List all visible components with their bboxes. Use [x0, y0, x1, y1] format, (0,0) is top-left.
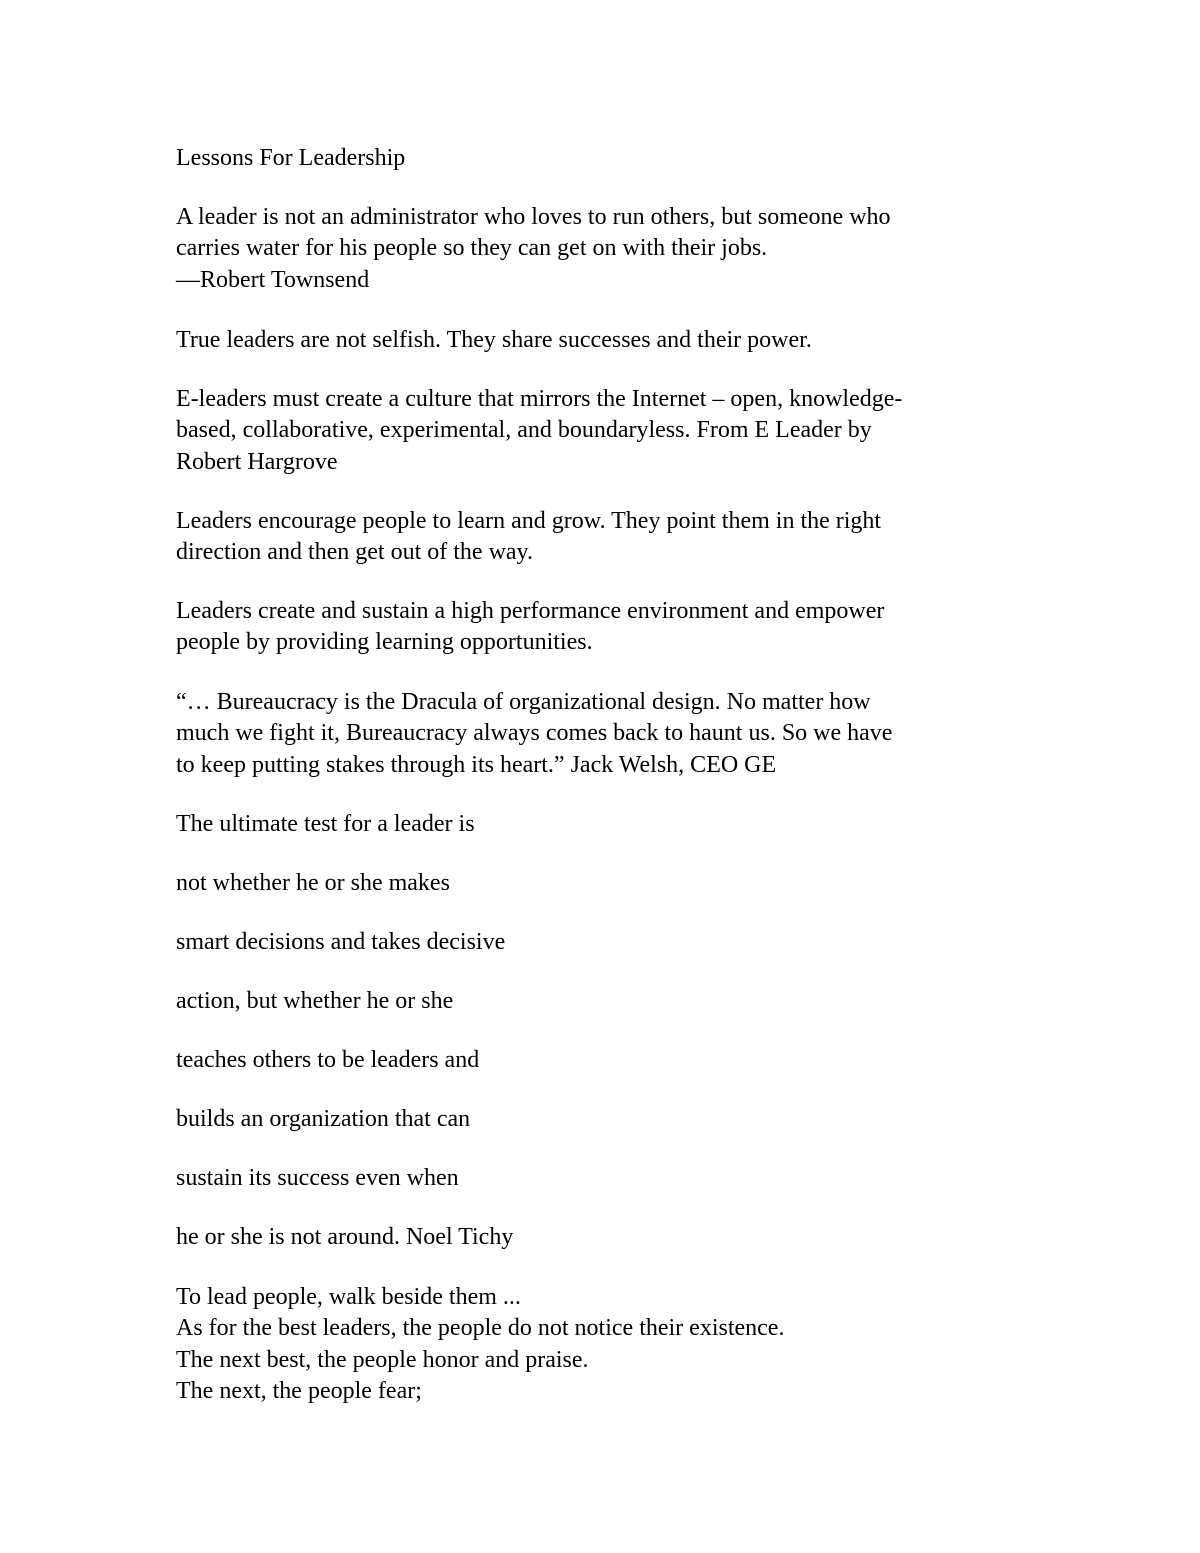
lead-people-line-4: The next, the people fear; [176, 1378, 422, 1404]
tichy-quote-line-2: not whether he or she makes [176, 870, 450, 896]
townsend-attribution: —Robert Townsend [176, 267, 370, 293]
lead-people-line-1: To lead people, walk beside them ... [176, 1284, 521, 1310]
tichy-quote-line-6: builds an organization that can [176, 1106, 471, 1132]
tichy-quote-line-8: he or she is not around. Noel Tichy [176, 1224, 514, 1250]
lead-people-line-2: As for the best leaders, the people do not notice their existence. [176, 1315, 785, 1341]
tichy-quote-line-7: sustain its success even when [176, 1165, 459, 1191]
townsend-quote-line-2: carries water for his people so they can get on with their jobs. [176, 235, 768, 261]
tichy-quote-line-3: smart decisions and takes decisive [176, 929, 506, 955]
welsh-quote-line-2: much we fight it, Bureaucracy always comes back to haunt us. So we have [176, 720, 893, 746]
welsh-quote-line-1: “… Bureaucracy is the Dracula of organizational design. No matter how [176, 689, 871, 715]
performance-line-1: Leaders create and sustain a high performance environment and empower [176, 598, 885, 624]
townsend-quote-line-1: A leader is not an administrator who loves to run others, but someone who [176, 204, 891, 230]
selfish-paragraph: True leaders are not selfish. They share successes and their power. [176, 327, 812, 353]
eleaders-line-2: based, collaborative, experimental, and boundaryless. From E Leader by [176, 417, 872, 443]
eleaders-line-3: Robert Hargrove [176, 449, 338, 475]
encourage-line-2: direction and then get out of the way. [176, 539, 533, 565]
tichy-quote-line-5: teaches others to be leaders and [176, 1047, 480, 1073]
encourage-line-1: Leaders encourage people to learn and grow. They point them in the right [176, 508, 882, 534]
welsh-quote-line-3: to keep putting stakes through its heart.” Jack Welsh, CEO GE [176, 752, 777, 778]
lead-people-line-3: The next best, the people honor and praise. [176, 1347, 589, 1373]
tichy-quote-line-4: action, but whether he or she [176, 988, 454, 1014]
eleaders-line-1: E-leaders must create a culture that mirrors the Internet – open, knowledge- [176, 386, 903, 412]
document-title: Lessons For Leadership [176, 145, 406, 171]
performance-line-2: people by providing learning opportunities. [176, 629, 593, 655]
tichy-quote-line-1: The ultimate test for a leader is [176, 811, 475, 837]
